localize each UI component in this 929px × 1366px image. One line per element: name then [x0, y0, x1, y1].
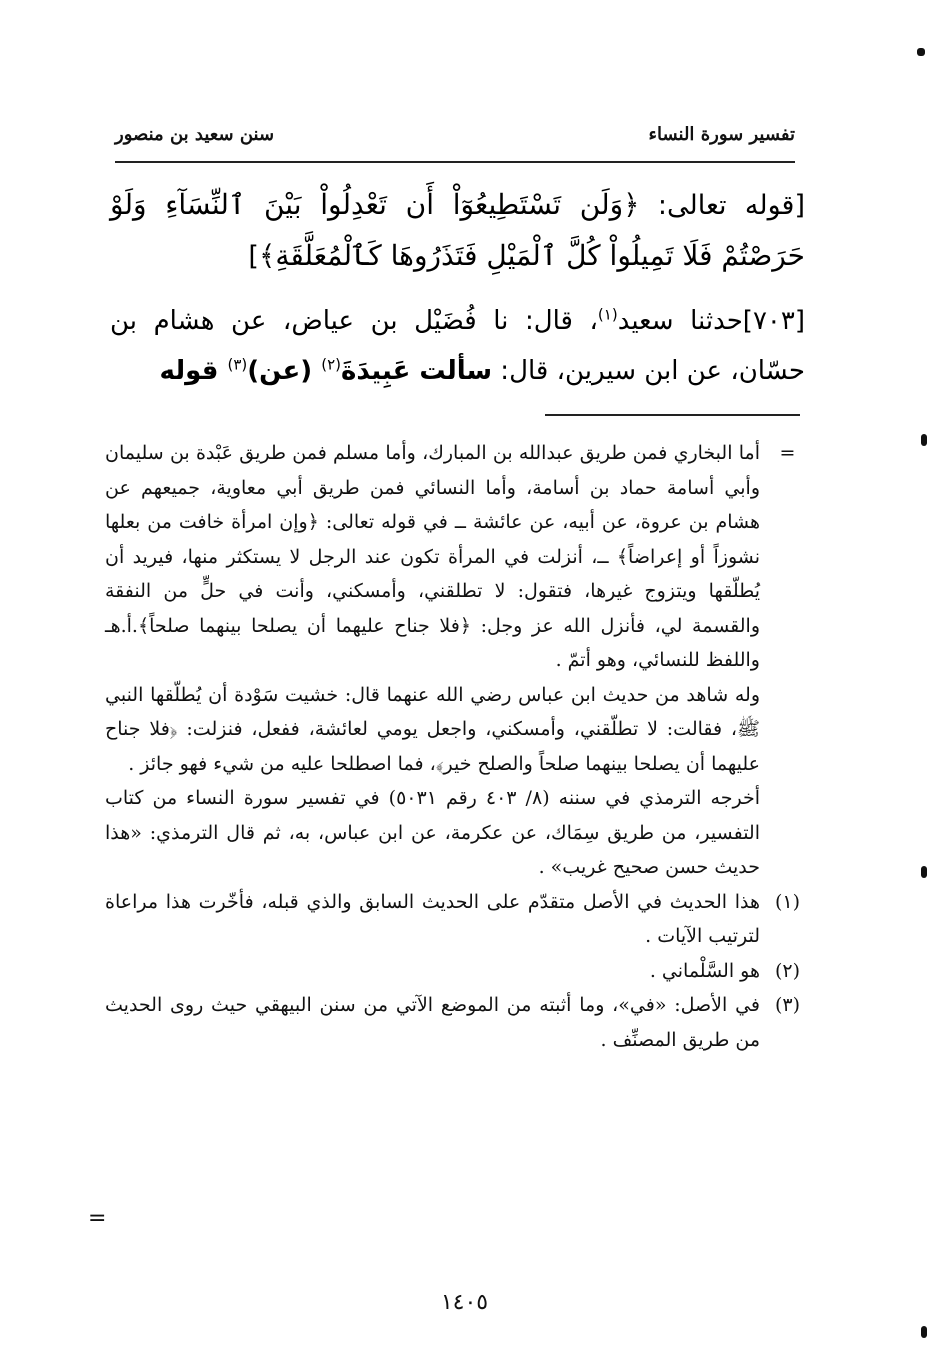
footnote-divider: [545, 414, 800, 416]
scan-edge-mark: [921, 866, 927, 878]
footnote-marker-1: (١): [774, 890, 801, 913]
footnote-ref-3: (٣): [227, 355, 248, 374]
footnotes-section: [105, 436, 810, 1057]
hadith-bold-1: سألت عَبِيدَةَ: [341, 356, 493, 386]
footnote-marker-3: (٣): [774, 994, 801, 1016]
header-divider: [115, 161, 795, 163]
hadith-bold-3: قوله: [159, 356, 228, 386]
verse-text: ﴿وَلَن تَسْتَطِيعُوٓاْ أَن تَعْدِلُواْ بَيْنَ ٱلنِّسَآءِ وَلَوْ حَرَصْتُمْ فَلَا تَمِيلُواْ كُلَّ ٱلْمَيْلِ فَتَذَرُوهَا كَٱلْمُعَلَّقَةِ﴾: [110, 188, 805, 272]
verse-intro: قوله تعالى:: [639, 190, 795, 221]
footnote-ref-2: (٢): [321, 355, 342, 374]
hadith-number: [٧٠٣]: [742, 306, 806, 336]
footnote-marker-2: (٢): [774, 959, 801, 982]
continuation-paragraph-2: وله شاهد من حديث ابن عباس رضي الله عنهما قال: خشيت سَوْدة أن يُطلّقها النبي ﷺ، فقالت: لا تطلّقني، وأمسكني، واجعل يومي لعائشة، ففعل، فنزلت: ﴿فلا جناح عليهما أن يصلحا بينهما صلحاً والصلح خير﴾، فما اصطلحا عليه من شيء فهو جائز .: [105, 683, 760, 775]
close-bracket: ]: [248, 241, 259, 272]
hadith-text: [110, 296, 805, 396]
footnote-3: [105, 988, 810, 1057]
open-bracket: [: [794, 190, 805, 221]
scan-edge-mark: [921, 1326, 927, 1338]
header-chapter-title: تفسير سورة النساء: [648, 124, 795, 145]
hadith-part-2: ، قال: نا فُضَيْل بن عياض، عن هشام بن حسّان، عن ابن سيرين، قال:: [110, 306, 805, 386]
page-number: ١٤٠٥: [440, 1290, 489, 1315]
quran-verse-heading: [110, 180, 805, 282]
footnote-1: [105, 885, 810, 954]
continuation-paragraph-3: أخرجه الترمذي في سننه (٨/ ٤٠٣ رقم ٥٠٣١) في تفسير سورة النساء من كتاب التفسير، من طريق سِمَاك، عن عكرمة، عن ابن عباس، به، ثم قال الترمذي: «هذا حديث حسن صحيح غريب» .: [105, 787, 760, 878]
continuation-paragraph-1: أما البخاري فمن طريق عبدالله بن المبارك، وأما مسلم فمن طريق عَبْدة بن سليمان وأبي أسامة حماد بن أسامة، وأما النسائي فمن طريق أبي معاوية، جميعهم عن هشام بن عروة، عن أبيه، عن عائشة ــ في قوله تعالى: ﴿وإن امرأة خافت من بعلها نشوزاً أو إعراضاً﴾ ــ، أنزلت في المرأة تكون عند الرجل لا يستكثر منها، فيريد أن يُطلّقها ويتزوج غيرها، فتقول: لا تطلقني، وأمسكني، وأنت في حلٍّ من النفقة والقسمة لي، فأنزل الله عز وجل: ﴿فلا جناح عليهما أن يصلحا بينهما صلحاً﴾.أ.هـ واللفظ للنسائي، وهو أتمّ .: [105, 442, 760, 671]
hadith-bold-2: (عن): [247, 356, 322, 386]
footnote-continuation: [105, 436, 810, 678]
footnote-text-3: في الأصل: «في»، وما أثبته من الموضع الآتي من سنن البيهقي حيث روى الحديث من طريق المصنِّف .: [105, 994, 760, 1051]
footnote-ref-1: (١): [597, 305, 618, 324]
header-book-title: سنن سعيد بن منصور: [115, 124, 275, 145]
hadith-part-1: حدثنا سعيد: [617, 306, 743, 336]
next-page-marker: =: [88, 1206, 107, 1231]
running-header: [115, 124, 795, 154]
continuation-marker: =: [779, 442, 796, 464]
footnote-text-2: هو السَّلْماني .: [649, 959, 760, 982]
scan-edge-mark: [917, 48, 925, 56]
scan-edge-mark: [921, 434, 927, 446]
footnote-text-1: هذا الحديث في الأصل متقدّم على الحديث السابق والذي قبله، فأخّرت هذا مراعاة لترتيب الآيات .: [105, 890, 760, 947]
footnote-2: [105, 954, 810, 989]
